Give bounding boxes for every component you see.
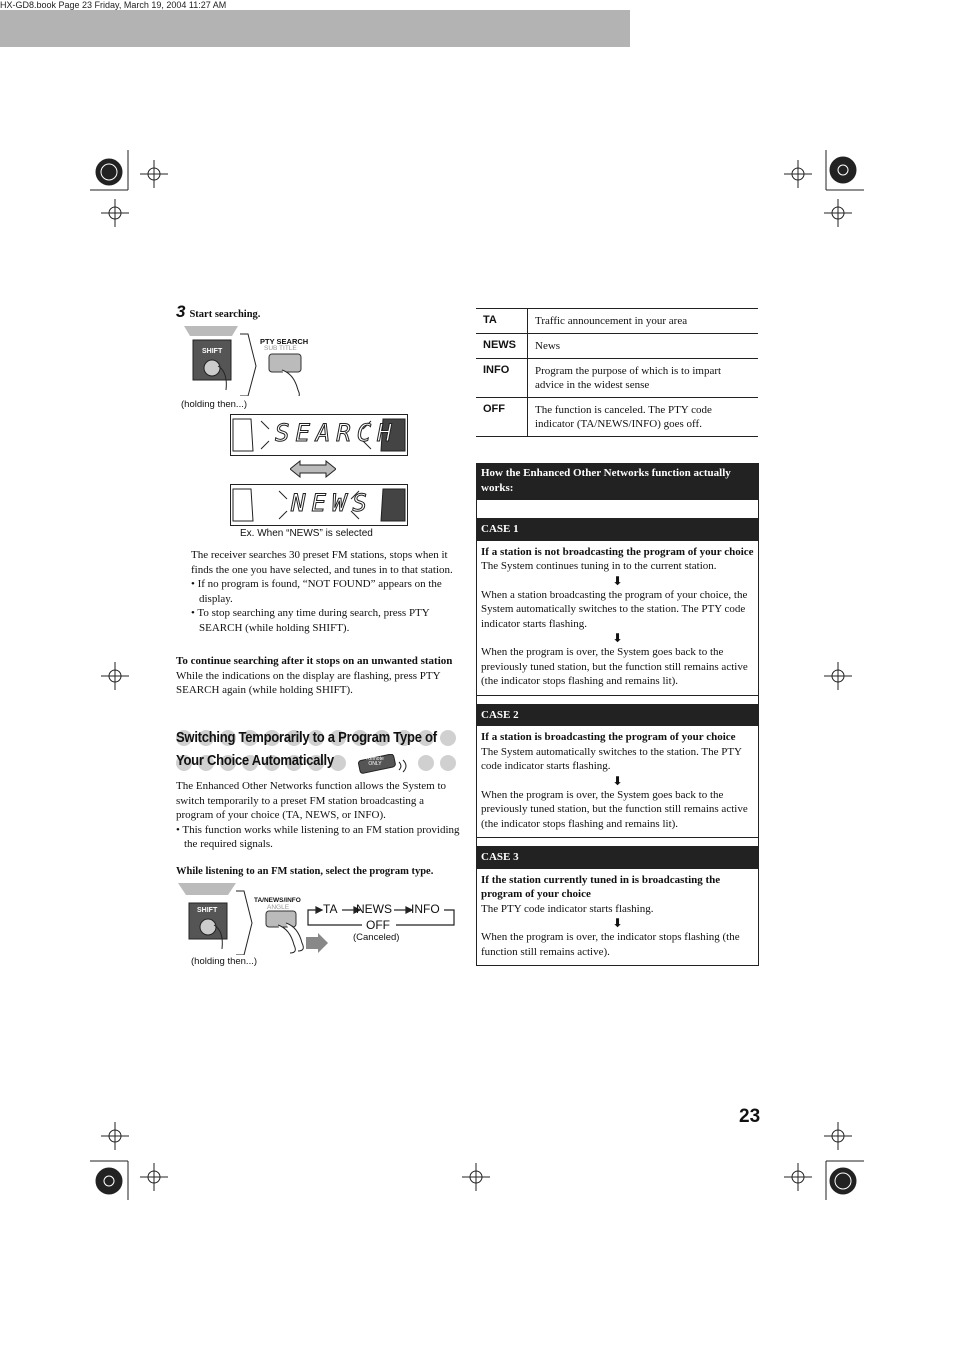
eon-intro <box>176 779 460 852</box>
case-3-body <box>477 869 758 966</box>
file-info-header: HX-GD8.book Page 23 Friday, March 19, 2004 11:27 AM <box>0 0 227 10</box>
lcd-text-search: SEARCH <box>275 419 398 447</box>
pty-key: INFO <box>476 359 528 398</box>
step-title: Start searching. <box>189 309 261 320</box>
case-1-step-2: When a station broadcasting the program of your choice, the System automatically switches to the station. The PTY code indicator starts flashing. <box>481 588 748 630</box>
spacer <box>477 695 758 704</box>
select-instruction: While listening to an FM station, select the program type. <box>176 866 434 877</box>
case-2-step-1: The System automatically switches to the station. The PTY code indicator starts flashing. <box>481 745 742 772</box>
case-2-heading: If a station is broadcasting the program of your choice <box>481 731 736 743</box>
step-3-heading <box>176 302 260 322</box>
holding-then-label: (holding then...) <box>181 399 248 410</box>
lcd-caption: Ex. When “NEWS” is selected <box>240 528 373 539</box>
case-2-step-2: When the program is over, the System goes back to the previously tuned station, but the function still remains active (the indicator stops flashing and remains lit). <box>481 788 748 830</box>
table-row <box>476 359 758 398</box>
cycle-ta: TA <box>323 902 338 916</box>
section-heading-line2: Your Choice Automatically <box>176 753 334 769</box>
down-arrow-icon: ⬇ <box>612 773 623 788</box>
case-1-step-3: When the program is over, the System goes back to the previously tuned station, but the function still remains active (the indicator stops flashing and remains lit). <box>481 646 748 687</box>
cycle-info: INFO <box>411 902 440 916</box>
eon-box-title: How the Enhanced Other Networks function actually works: <box>477 464 758 499</box>
pty-desc: Program the purpose of which is to impart advice in the widest sense <box>528 359 759 398</box>
case-1-label: CASE 1 <box>477 518 758 541</box>
remote-only-badge: Remote ONLY <box>366 756 384 767</box>
canceled-label: (Canceled) <box>353 932 400 943</box>
sub-title-label: SUB TITLE <box>264 345 297 352</box>
section-heading-line1: Switching Temporarily to a Program Type of <box>176 730 437 746</box>
table-row <box>476 309 758 334</box>
spacer <box>477 837 758 846</box>
case-2-label: CASE 2 <box>477 704 758 727</box>
step-number: 3 <box>176 302 186 321</box>
case-3-step-1: The PTY code indicator starts flashing. <box>481 902 654 915</box>
pty-table-wrap <box>476 308 758 437</box>
shift-label: SHIFT <box>202 348 223 355</box>
pty-desc: The function is canceled. The PTY code indicator (TA/NEWS/INFO) goes off. <box>528 398 759 437</box>
page-number: 23 <box>739 1106 761 1127</box>
shift-label-2: SHIFT <box>197 907 218 914</box>
continue-heading: To continue searching after it stops on an unwanted station <box>176 655 453 667</box>
continue-block <box>176 654 460 698</box>
cycle-news: NEWS <box>356 902 392 916</box>
lcd-display-news <box>230 484 408 526</box>
case-3-heading: If the station currently tuned in is broadcasting the program of your choice <box>481 873 721 900</box>
pty-search-label: PTY SEARCH <box>260 337 309 346</box>
pty-table <box>476 309 758 437</box>
bullet-not-found: • If no program is found, “NOT FOUND” appears on the display. <box>191 578 442 605</box>
case-1-step-1: The System continues tuning in to the current station. <box>481 560 717 572</box>
holding-then-label-2: (holding then...) <box>191 956 258 967</box>
down-arrow-icon: ⬇ <box>612 916 623 930</box>
search-description <box>191 548 459 635</box>
bullet-stop-search: • To stop searching any time during search, press PTY SEARCH (while holding SHIFT). <box>191 607 430 634</box>
pty-key: TA <box>476 309 528 334</box>
case-2-body <box>477 726 758 837</box>
down-arrow-icon: ⬇ <box>612 631 623 645</box>
eon-explanation-box <box>476 463 759 966</box>
case-3-label: CASE 3 <box>477 846 758 869</box>
pty-desc: Traffic announcement in your area <box>528 309 759 334</box>
eon-intro-text: The Enhanced Other Networks function allows the System to switch temporarily to a preset FM station broadcasting a program of your choice (TA, NEWS, or INFO). <box>176 780 447 821</box>
eon-bullet: • This function works while listening to an FM station providing the required signals. <box>176 823 460 850</box>
pty-key: OFF <box>476 398 528 437</box>
pty-key: NEWS <box>476 334 528 359</box>
case-1-body <box>477 541 758 695</box>
continue-text: While the indications on the display are flashing, press PTY SEARCH again (while holding SHIFT). <box>176 669 441 696</box>
down-arrow-icon: ⬇ <box>612 573 623 588</box>
lcd-display-search <box>230 414 408 456</box>
angle-label: ANGLE <box>267 904 290 911</box>
double-arrow-icon <box>290 460 336 478</box>
case-3-step-2: When the program is over, the indicator stops flashing (the function still remains active). <box>481 931 740 958</box>
pty-desc: News <box>528 334 759 359</box>
lcd-text-news: NEWS <box>291 489 373 517</box>
case-1-heading: If a station is not broadcasting the program of your choice <box>481 545 754 558</box>
search-paragraph: The receiver searches 30 preset FM stations, stops when it finds the one you have selected, and tunes in to that station. <box>191 549 453 576</box>
table-row <box>476 398 758 437</box>
section-heading <box>176 727 464 773</box>
ta-news-info-label: TA/NEWS/INFO <box>254 897 301 904</box>
table-row <box>476 334 758 359</box>
spacer <box>477 499 758 518</box>
cycle-off: OFF <box>366 918 390 932</box>
